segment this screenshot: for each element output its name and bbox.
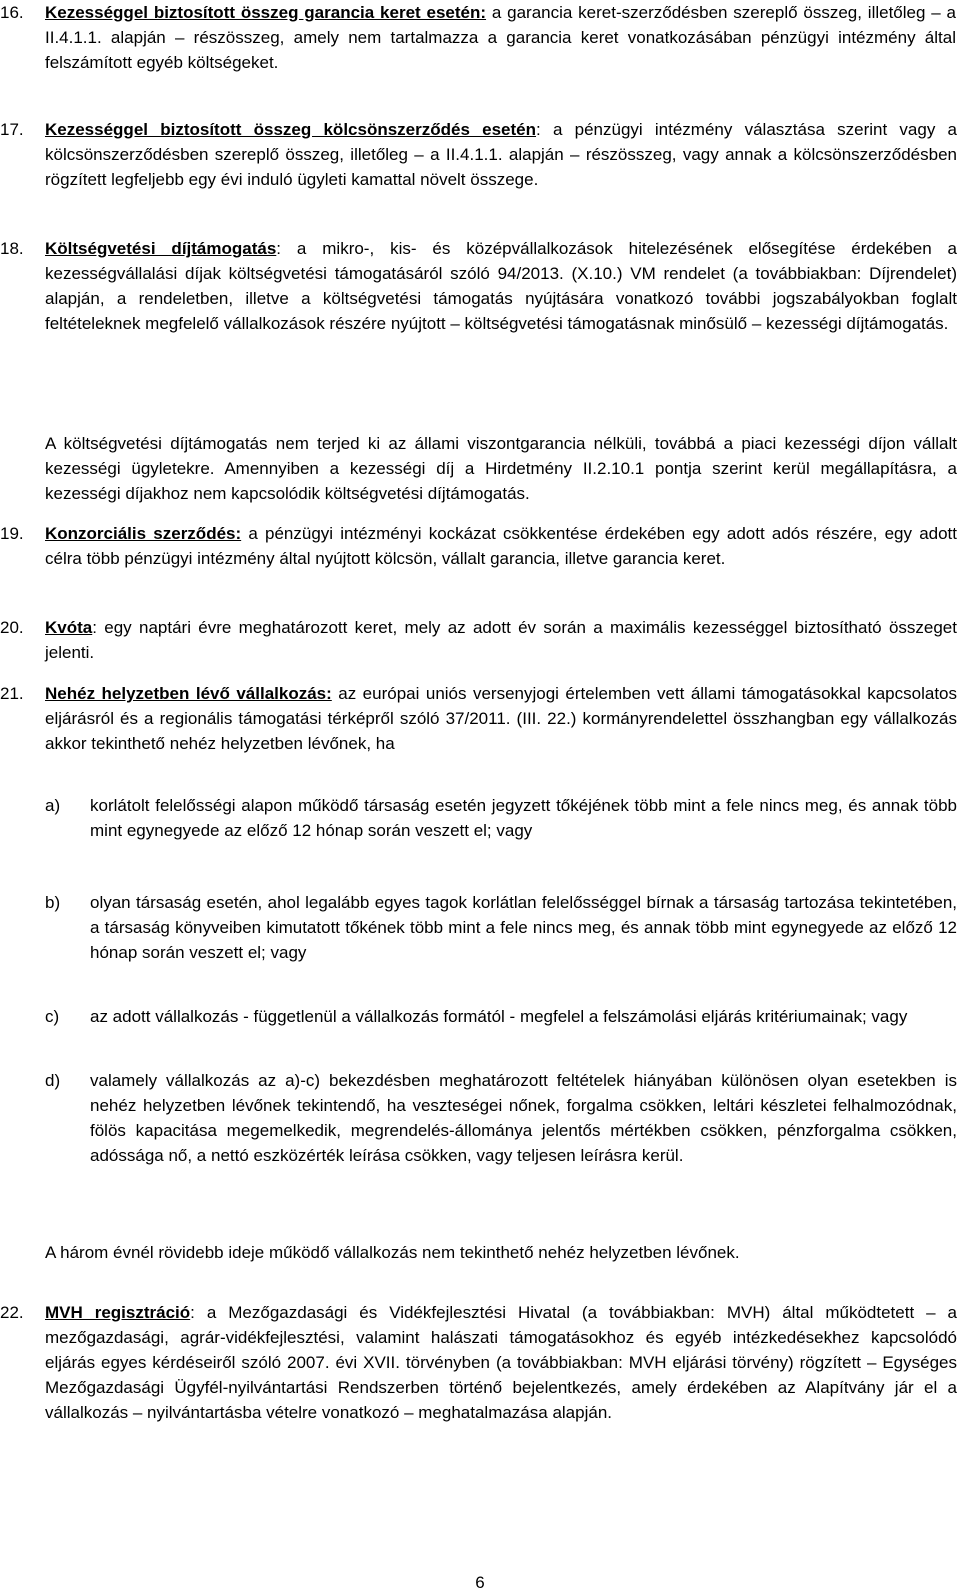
- subitem-letter: c): [45, 1007, 60, 1026]
- defined-term: Kezességgel biztosított összeg kölcsönszerződés esetén: [45, 120, 537, 139]
- definition-body: : a mikro-, kis- és középvállalkozások hitelezésének elősegítése érdekében a kezességvállalási díjak költségvetési támogatásáról szóló 94/2013. (X.10.) VM rendelet (a továbbiakban: Díjrendelet) alapján, a rendeletben, illetve a költségvetési támogatás nyújtására vonatkozó további jogszabályokban foglalt feltételeknek megfelelő vállalkozások részére nyújtott – költségvetési támogatásnak minősülő – kezességi díjtámogatás.: [45, 239, 957, 333]
- definition-body: : a Mezőgazdasági és Vidékfejlesztési Hivatal (a továbbiakban: MVH) által működtetett – a mezőgazdasági, agrár-vidékfejlesztési, valamint halászati támogatásokhoz és egyéb intézkedésekhez kapcsolódó eljárás egyes kérdéseiről szóló 2007. évi XVII. törvényben (a továbbiakban: MVH eljárási törvény) rögzített – Egységes Mezőgazdasági Ügyfél-nyilvántartási Rendszerben történő bejelentkezés, amely érdekében az Alapítvány jár el a vállalkozás – nyilvántartásba vételre vonatkozó – meghatalmazása alapján.: [45, 1303, 957, 1422]
- subitem-text: korlátolt felelősségi alapon működő társaság esetén jegyzett tőkéjének több mint a fele nincs meg, és annak több mint egynegyede az előző 12 hónap során veszett el; vagy: [90, 796, 957, 840]
- subitem-letter: a): [45, 796, 61, 815]
- page-number: 6: [475, 1573, 485, 1592]
- item-number: 19.: [0, 524, 24, 543]
- definition-body: a pénzügyi intézményi kockázat csökkentése érdekében egy adott adós részére, egy adott célra több pénzügyi intézmény által nyújtott kölcsön, vállalt garancia, illetve garancia keret.: [45, 524, 958, 568]
- defined-term: Konzorciális szerződés:: [45, 524, 242, 543]
- definition-text: [45, 1300, 957, 1425]
- item-number: 18.: [0, 239, 24, 258]
- defined-term: Nehéz helyzetben lévő vállalkozás:: [45, 684, 332, 703]
- definition-body: az európai uniós versenyjogi értelemben vett állami támogatásokkal kapcsolatos eljárásról és a regionális támogatási térképről szóló 37/2011. (III. 22.) kormányrendelettel összhangban egy vállalkozás akkor tekinthető nehéz helyzetben lévőnek, ha: [45, 684, 957, 753]
- defined-term: Kvóta: [45, 618, 93, 637]
- defined-term: MVH regisztráció: [45, 1303, 191, 1322]
- subitem-letter: b): [45, 893, 61, 912]
- definition-18-note: A költségvetési díjtámogatás nem terjed ki az állami viszontgarancia nélküli, továbbá a piaci kezességi díjon vállalt kezességi ügyletekre. Amennyiben a kezességi díj a Hirdetmény II.2.10.1 pontja szerint kerül megállapításra, a kezességi díjakhoz nem kapcsolódik költségvetési díjtámogatás.: [45, 434, 957, 503]
- item-number: 20.: [0, 618, 24, 637]
- definition-body: a garancia keret-szerződésben szereplő összeg, illetőleg – a II.4.1.1. alapján – részösszeg, amely nem tartalmazza a garancia keret vonatkozásában pénzügyi intézmény által felszámított egyéb költségeket.: [45, 3, 956, 72]
- definition-text: [45, 521, 957, 571]
- subitem-letter: d): [45, 1071, 61, 1090]
- item-number: 22.: [0, 1303, 24, 1322]
- definition-text: [45, 615, 957, 665]
- item-number: 17.: [0, 120, 24, 139]
- item-number: 21.: [0, 684, 24, 703]
- definition-body: : a pénzügyi intézmény választása szerint vagy a kölcsönszerződésben szereplő összeg, illetőleg – a II.4.1.1. alapján – részösszeg, vagy annak a kölcsönszerződésben rögzített legfeljebb egy évi induló ügyleti kamattal növelt összege.: [45, 120, 957, 189]
- defined-term: Költségvetési díjtámogatás: [45, 239, 277, 258]
- definition-21-note: A három évnél rövidebb ideje működő vállalkozás nem tekinthető nehéz helyzetben lévőnek.: [45, 1243, 740, 1262]
- subitem-text: valamely vállalkozás az a)-c) bekezdésben meghatározott feltételek hiányában különösen olyan esetekben is nehéz helyzetben lévőnek tekintendő, ha veszteségei nőnek, forgalma csökken, leltári készletei felhalmozódnak, fölös kapacitása megemelkedik, megrendelés-állománya jelentős mértékben csökken, pénzforgalma csökken, adóssága nő, a nettó eszközérték leírása csökken, vagy teljesen leírásra kerül.: [90, 1071, 957, 1165]
- definition-body: : egy naptári évre meghatározott keret, mely az adott év során a maximális kezességgel biztosítható összeget jelenti.: [45, 618, 957, 662]
- definition-text: [45, 681, 957, 756]
- subitem-text: az adott vállalkozás - függetlenül a vállalkozás formától - megfelel a felszámolási eljárás kritériumainak; vagy: [90, 1007, 908, 1026]
- defined-term: Kezességgel biztosított összeg garancia keret esetén:: [45, 3, 487, 22]
- definition-text: [45, 236, 957, 336]
- definition-text: [45, 117, 957, 192]
- item-number: 16.: [0, 3, 24, 22]
- definition-text: [45, 0, 956, 75]
- subitem-text: olyan társaság esetén, ahol legalább egyes tagok korlátlan felelősséggel bírnak a társaság tartozása tekintetében, a társaság könyveiben kimutatott tőkének több mint a fele nincs meg, és annak több mint egynegyede az előző 12 hónap során veszett el; vagy: [90, 893, 957, 962]
